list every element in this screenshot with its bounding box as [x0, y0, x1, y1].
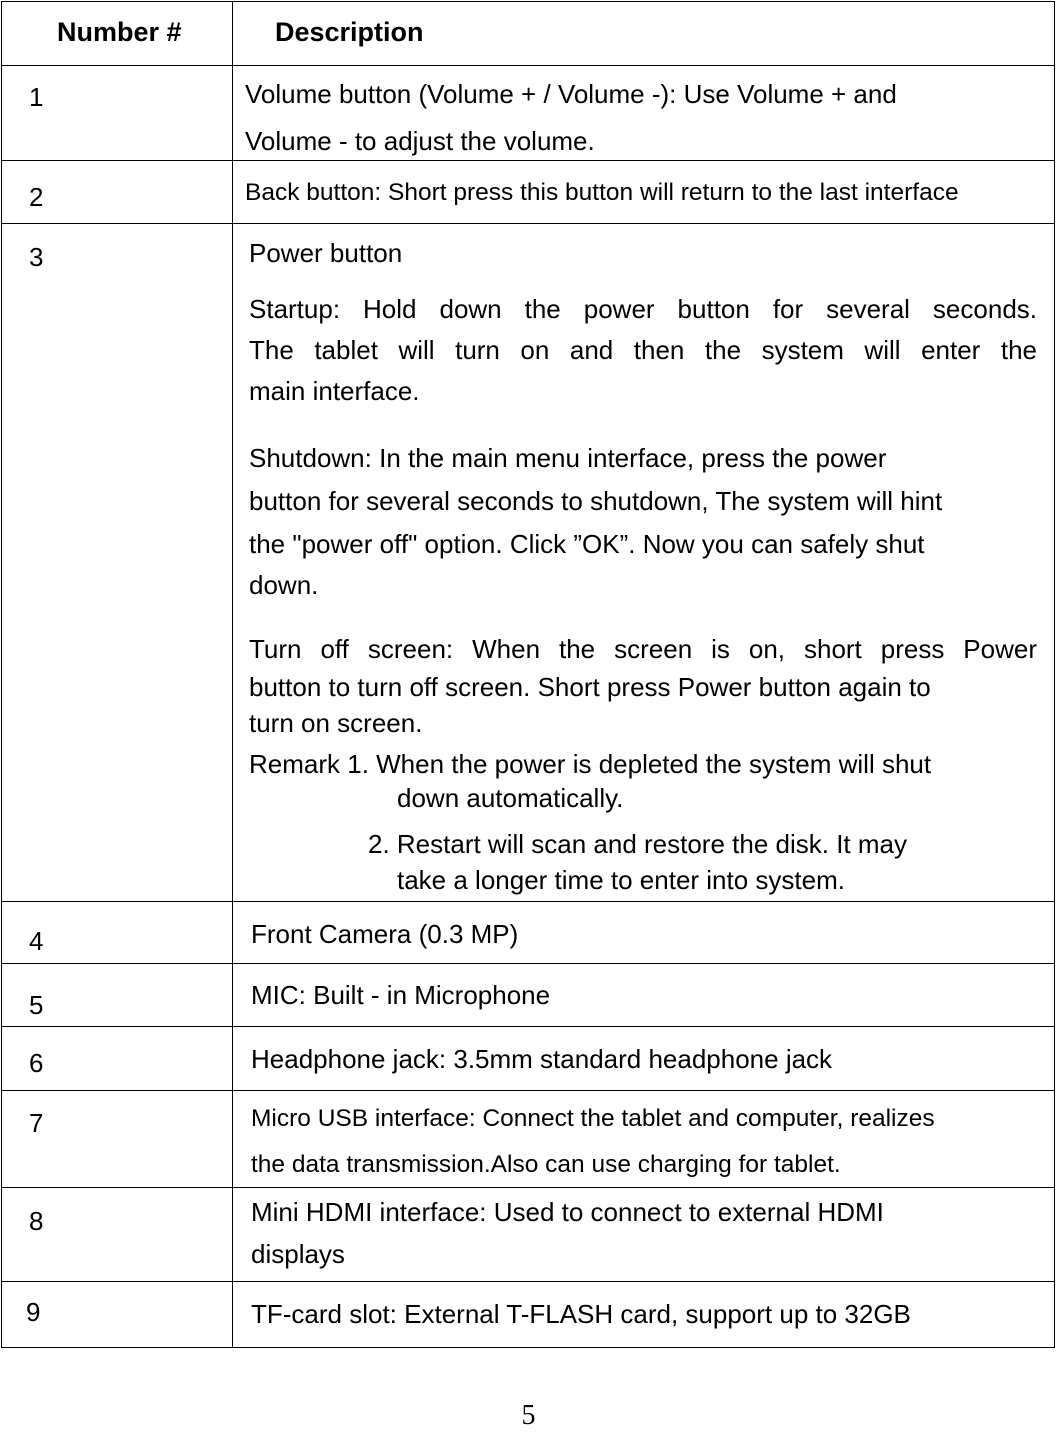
power-button-title: Power button — [249, 238, 403, 268]
row-description-line: Volume button (Volume + / Volume -): Use Volume + and — [245, 79, 897, 109]
row-divider — [2, 1187, 1054, 1188]
row-description-line: displays — [251, 1239, 345, 1269]
row-number: 7 — [29, 1108, 44, 1138]
startup-line: Startup: Hold down the power button for several seconds. — [249, 294, 1037, 324]
screen-off-line: Turn off screen: When the screen is on, short press Power — [249, 634, 1037, 664]
startup-line: The tablet will turn on and then the system will enter the — [249, 335, 1037, 365]
remark-line: take a longer time to enter into system. — [397, 865, 845, 895]
row-description-line: MIC: Built - in Microphone — [251, 980, 551, 1010]
row-divider — [2, 1281, 1054, 1282]
row-description-line: Volume - to adjust the volume. — [245, 126, 595, 156]
row-description-line: Micro USB interface: Connect the tablet and computer, realizes — [251, 1105, 935, 1132]
page-number: 5 — [521, 1400, 536, 1431]
row-number: 6 — [29, 1048, 44, 1078]
header-description: Description — [275, 17, 424, 47]
remark-line: Remark 1. When the power is depleted the system will shut — [249, 749, 932, 779]
row-divider — [2, 223, 1054, 224]
row-number: 2 — [29, 182, 44, 212]
button-description-table — [1, 1, 1055, 1348]
row-description-line: Front Camera (0.3 MP) — [251, 919, 519, 949]
shutdown-line: Shutdown: In the main menu interface, press the power — [249, 443, 887, 473]
row-number: 9 — [26, 1297, 41, 1327]
row-description-line: Back button: Short press this button will return to the last interface — [245, 179, 959, 206]
row-divider — [2, 1026, 1054, 1027]
header-number: Number # — [57, 17, 182, 47]
row-number: 1 — [29, 82, 44, 112]
row-number: 8 — [29, 1206, 44, 1236]
shutdown-line: the "power off" option. Click ”OK”. Now you can safely shut — [249, 529, 925, 559]
shutdown-line: button for several seconds to shutdown, The system will hint — [249, 486, 943, 516]
shutdown-line: down. — [249, 570, 319, 600]
screen-off-line: button to turn off screen. Short press Power button again to — [249, 672, 931, 702]
row-number: 5 — [29, 990, 44, 1020]
row-description-line: Mini HDMI interface: Used to connect to external HDMI — [251, 1197, 884, 1227]
row-divider — [2, 160, 1054, 161]
row-number: 3 — [29, 242, 44, 272]
screen-off-line: turn on screen. — [249, 708, 423, 738]
row-divider — [2, 963, 1054, 964]
row-description-line: Headphone jack: 3.5mm standard headphone jack — [251, 1044, 833, 1074]
startup-line: main interface. — [249, 376, 420, 406]
remark-line: down automatically. — [397, 783, 624, 813]
remark-line: 2. Restart will scan and restore the disk. It may — [368, 829, 907, 859]
row-number: 4 — [29, 926, 44, 956]
row-description-line: TF-card slot: External T-FLASH card, support up to 32GB — [251, 1299, 911, 1329]
row-divider — [2, 901, 1054, 902]
row-description-line: the data transmission.Also can use charging for tablet. — [251, 1151, 841, 1178]
column-divider — [232, 2, 233, 1347]
row-divider — [2, 1090, 1054, 1091]
row-divider — [2, 65, 1054, 66]
